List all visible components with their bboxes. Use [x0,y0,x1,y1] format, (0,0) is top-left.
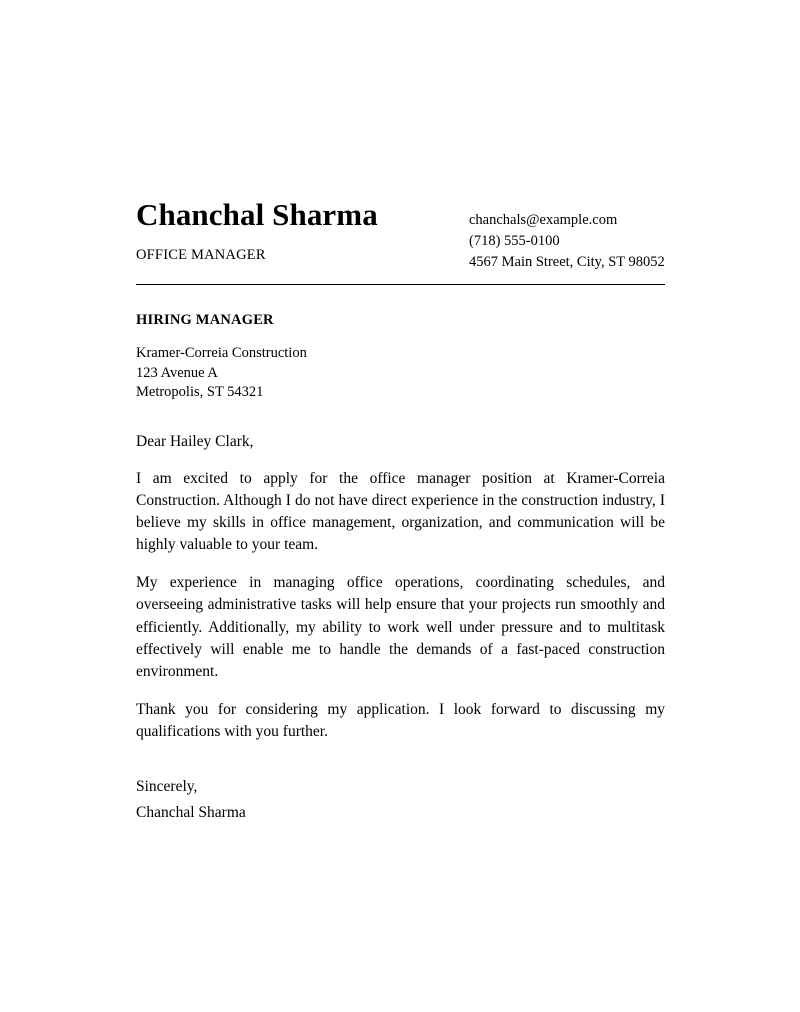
closing-salutation: Sincerely, [136,777,198,795]
recipient-company: Kramer-Correia Construction [136,345,307,361]
header-divider [136,284,665,285]
contact-block [469,196,665,273]
contact-email: chanchals@example.com [469,212,618,228]
letter-paragraph-3: Thank you for considering my application. I look forward to discussing my qualifications with you further. [136,701,665,741]
contact-address: 4567 Main Street, City, ST 98052 [469,254,665,270]
letter-content [136,196,665,826]
recipient-address [136,344,665,403]
recipient-block [136,312,665,403]
signature-name: Chanchal Sharma [136,803,246,821]
letter-closing [136,774,665,826]
recipient-heading: HIRING MANAGER [136,312,274,328]
candidate-job-title: OFFICE MANAGER [136,247,266,264]
recipient-city-state-zip: Metropolis, ST 54321 [136,384,264,400]
candidate-identity [136,196,378,265]
contact-phone: (718) 555-0100 [469,233,560,249]
letter-paragraph-1: I am excited to apply for the office manager position at Kramer-Correia Construction. Although I do not have direct experience in the construction industry, I believe my skills in office management, organization, and communication will be highly valuable to your team. [136,469,665,554]
letter-paragraph-2: My experience in managing office operations, coordinating schedules, and overseeing administrative tasks will help ensure that your projects run smoothly and efficiently. Additionally, my ability to work well under pressure and to multitask effectively will enable me to handle the demands of a fast-paced construction environment. [136,574,665,681]
letter-salutation: Dear Hailey Clark, [136,432,254,450]
recipient-street: 123 Avenue A [136,364,218,381]
letter-header [136,196,665,273]
candidate-name: Chanchal Sharma [136,197,378,232]
